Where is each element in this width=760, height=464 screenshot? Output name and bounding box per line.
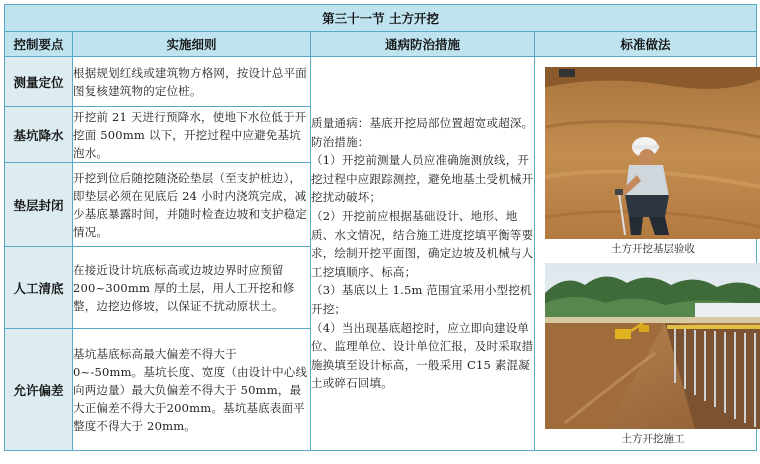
row-detail: 开挖到位后随挖随浇砼垫层（至支护桩边），即垫层必须在见底后 24 小时内浇筑完成，减少基底暴露时间，并随时检查边坡和支护稳定情况。	[73, 163, 311, 247]
row-detail: 开挖前 21 天进行预降水，使地下水位低于开挖面 500mm 以下，开挖过程中应避免基坑泡水。	[73, 107, 311, 163]
header-implementation: 实施细则	[73, 32, 311, 57]
measure-line: 质量通病：基底开挖局部位置超宽或超深。	[311, 116, 534, 131]
photo-block	[545, 263, 760, 449]
row-key: 基坑降水	[5, 107, 73, 163]
photo-caption: 土方开挖基层验收	[611, 243, 695, 255]
measure-line: 防治措施：	[311, 134, 370, 149]
row-key: 允许偏差	[5, 329, 73, 451]
excavation-site-photo	[545, 263, 760, 429]
prevention-measures	[311, 57, 535, 451]
measure-line: （3）基底以上 1.5m 范围宜采用小型挖机开挖；	[311, 283, 532, 316]
table-title: 第三十一节 土方开挖	[5, 5, 757, 32]
measure-line: （4）当出现基底超挖时，应立即向建设单位、监理单位、设计单位汇报，及时采取措施换填至设计标高，一般采用 C15 素混凝土或碎石回填。	[311, 320, 534, 391]
row-detail: 基坑基底标高最大偏差不得大于 0~-50mm。基坑长度、宽度（由设计中心线向两边量）最大负偏差不得大于 50mm，最大正偏差不得大于200mm。基坑基底表面平整度不得大于 20mm。	[73, 329, 311, 451]
row-key: 人工清底	[5, 247, 73, 329]
table-row	[5, 57, 757, 107]
standard-practice-photos	[535, 57, 757, 451]
photo-block	[545, 67, 760, 259]
header-control-point: 控制要点	[5, 32, 73, 57]
row-key: 垫层封闭	[5, 163, 73, 247]
header-prevention: 通病防治措施	[311, 32, 535, 57]
measure-line: （1）开挖前测量人员应准确施测放线，开挖过程中应跟踪测控，避免地基土受机械开挖扰动破坏；	[311, 153, 534, 205]
row-key: 测量定位	[5, 57, 73, 107]
header-standard-practice: 标准做法	[535, 32, 757, 57]
table-title-row	[5, 5, 757, 32]
photo-caption: 土方开挖施工	[621, 433, 685, 445]
worker-inspection-photo	[545, 67, 760, 239]
row-detail: 在接近设计坑底标高或边坡边界时应预留 200~300mm 厚的土层，用人工开挖和修整，边挖边修坡，以保证不扰动原状土。	[73, 247, 311, 329]
table-header-row	[5, 32, 757, 57]
spec-table	[4, 4, 757, 451]
row-detail: 根据规划红线或建筑物方格网，按设计总平面图复核建筑物的定位桩。	[73, 57, 311, 107]
measure-line: （2）开挖前应根据基础设计、地形、地质、水文情况，结合施工进度挖填平衡等要求，绘制开挖平面图，确定边坡及机械与人工挖填顺序、标高；	[311, 209, 534, 279]
